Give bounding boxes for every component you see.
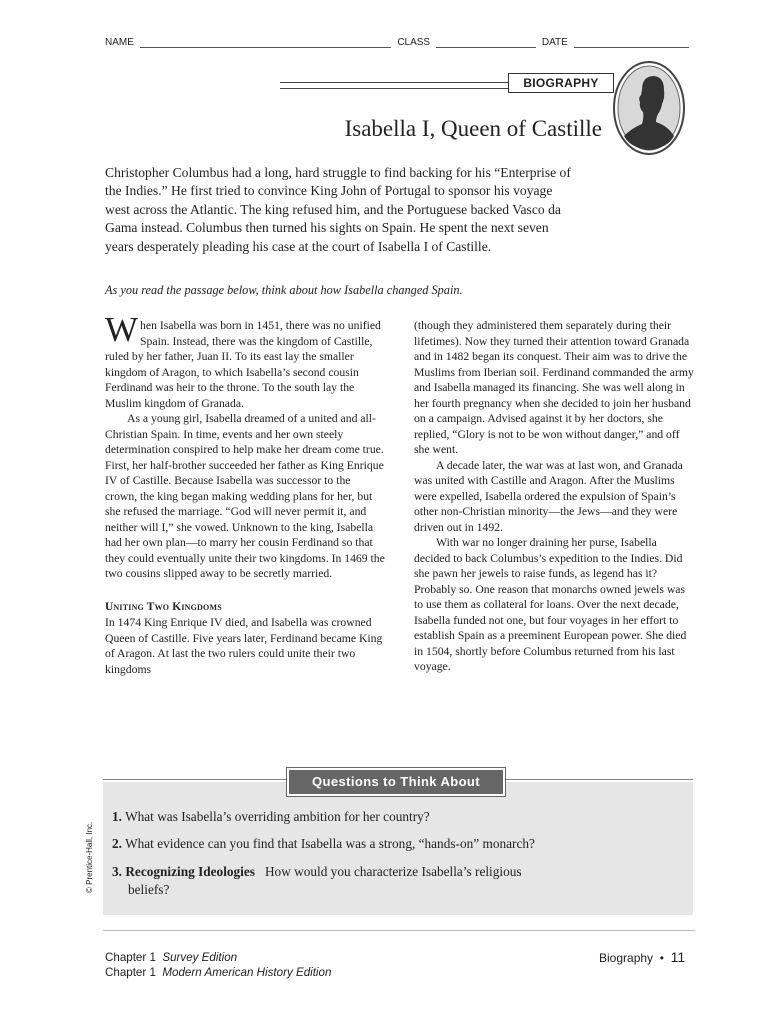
intro-paragraph: Christopher Columbus had a long, hard struggle to find backing for his “Enterprise of the Indies.” He first tried to convince King John of Portugal to sponsor his voyage west across the Atlantic. The king refused him, and the Portuguese backed Vasco da Gama instead. Columbus then turned his sights on Spain. He spent the next seven years desperately pleading his case at the court of Isabella I of Castille. [105, 165, 571, 254]
section-label: Biography [599, 951, 654, 965]
section-subhead: Uniting Two Kingdoms [105, 600, 222, 613]
date-line [574, 38, 689, 48]
question-skill-label: Recognizing Ideologies [125, 864, 255, 879]
drop-cap: W [105, 310, 139, 349]
edition-label: Modern American History Edition [162, 966, 332, 979]
biography-rule-bottom [280, 88, 508, 89]
paragraph [105, 310, 385, 411]
paragraph: (though they administered them separately during their lifetimes). Now they turned their attention toward Granada and in 1482 began its conquest. Their aim was to drive the Muslims from Iberian soil. Ferdinand commanded the army and Isabella managed its financing. She was well along in her fourth pregnancy when she decided to join her husband on a campaign. Advised against it by her doctors, she replied, “Glory is not to be won without danger,” and off she went. [414, 319, 694, 456]
silhouette-portrait-icon [612, 60, 686, 156]
chapter-label: Chapter 1 [105, 951, 156, 964]
paragraph: In 1474 King Enrique IV died, and Isabella was crowned Queen of Castille. Five years later, Ferdinand became King of Aragon. At last the two rulers could unite their two kingdoms [105, 616, 383, 676]
paragraph: A decade later, the war was at last won, and Granada was united with Castille and Aragon. After the Muslims were expelled, Isabella ordered the expulsion of Spain’s other non-Christian minority—the Jews—and they were driven out in 1492. [414, 458, 683, 534]
question-number: 1. [112, 809, 122, 824]
biography-tag: BIOGRAPHY [508, 73, 614, 93]
footer-rule [103, 930, 695, 931]
question-2 [112, 835, 535, 853]
chapter-label: Chapter 1 [105, 966, 156, 979]
question-number: 2. [112, 836, 122, 851]
page-number: 11 [670, 949, 686, 965]
question-text: What evidence can you find that Isabella was a strong, “hands-on” monarch? [125, 836, 535, 851]
copyright-notice: © Prentice-Hall, Inc. [85, 821, 94, 893]
footer-page [599, 949, 685, 965]
name-label: NAME [105, 37, 134, 48]
edition-label: Survey Edition [162, 951, 238, 964]
question-text: How would you characterize Isabella’s religious [264, 864, 522, 879]
reading-prompt: As you read the passage below, think about how Isabella changed Spain. [105, 283, 463, 297]
name-line [140, 38, 391, 48]
question-text-continued: beliefs? [128, 882, 170, 897]
question-number: 3. [112, 864, 122, 879]
paragraph: As a young girl, Isabella dreamed of a united and all-Christian Spain. In time, events and her own steely determination conspired to help make her dream come true. First, her half-brother succeeded her father as King Enrique IV of Castille. Because Isabella was successor to the crown, the king began making wedding plans for her, but she refused the marriage. “God will never permit it, and neither will I,” she vowed. Unknown to the king, Isabella had her own plan—to marry her cousin Ferdinand so that they could eventually unite their two kingdoms. In 1469 the two cousins slipped away to be secretly married. [105, 412, 385, 580]
questions-title: Questions to Think About [287, 768, 505, 796]
class-line [436, 38, 536, 48]
footer-editions [105, 950, 331, 980]
page-title: Isabella I, Queen of Castille [344, 116, 602, 141]
question-1 [112, 808, 430, 826]
name-class-date-row [105, 37, 695, 48]
class-label: CLASS [397, 37, 431, 48]
article-column-right [414, 318, 696, 675]
biography-rule-top [280, 82, 508, 83]
question-3 [112, 863, 522, 899]
paragraph-text: hen Isabella was born in 1451, there was no unified Spain. Instead, there was the kingdom of Castille, ruled by her father, Juan II. To its east lay the smaller kingdom of Aragon, to which Isabella’s second cousin Ferdinand was heir to the throne. To the south lay the Muslim kingdom of Granada. [105, 319, 381, 410]
date-label: DATE [541, 37, 568, 48]
paragraph: With war no longer draining her purse, Isabella decided to back Columbus’s expedition to the Indies. Did she pawn her jewels to raise funds, as legend has it? Probably so. One reason that monarchs owned jewels was to use them as collateral for loans. Over the next decade, Isabella funded not one, but four voyages in her effort to establish Spain as a preeminent European power. She died in 1504, shortly before Columbus returned from his last voyage. [414, 536, 687, 673]
question-text: What was Isabella’s overriding ambition for her country? [125, 809, 430, 824]
article-column-left [105, 310, 385, 677]
bullet-separator: • [659, 951, 664, 965]
